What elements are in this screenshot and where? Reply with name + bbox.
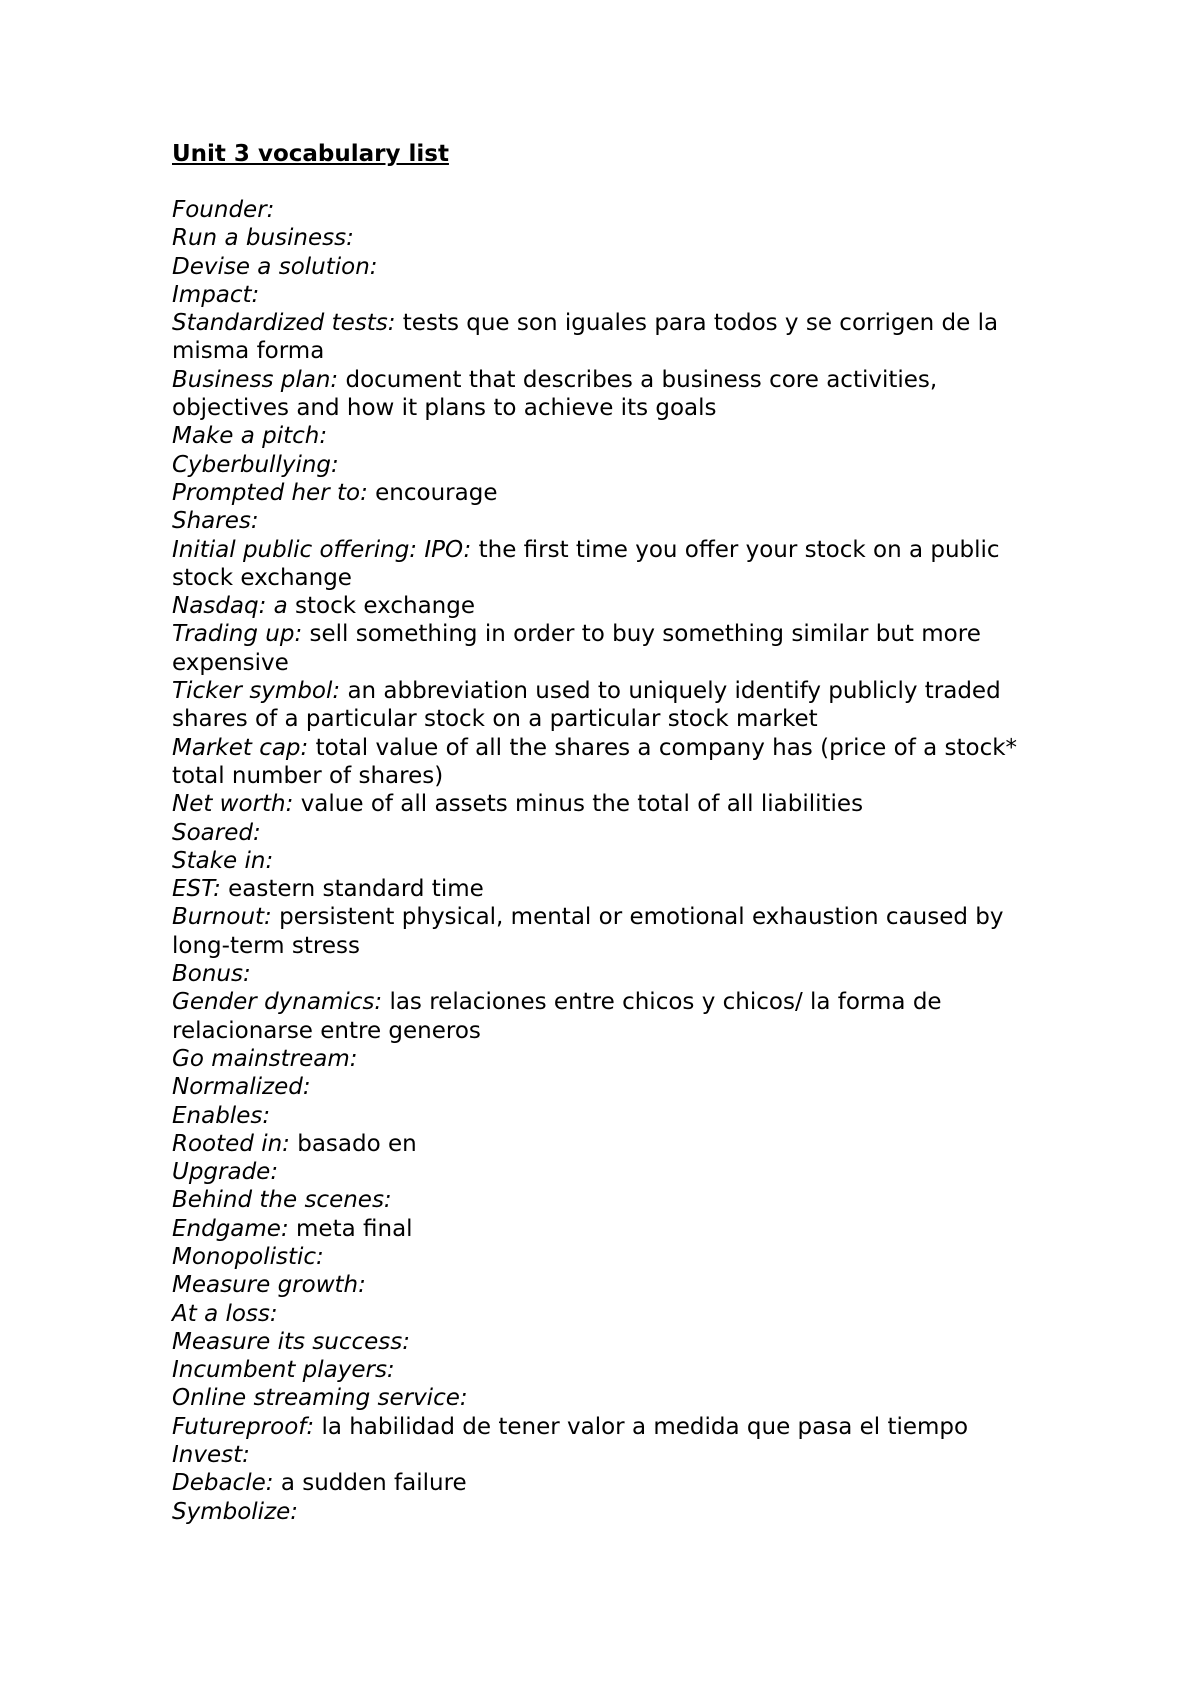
vocabulary-entry — [172, 677, 1052, 734]
vocabulary-entry — [172, 1413, 1052, 1441]
vocabulary-term: Endgame: — [172, 1215, 289, 1242]
vocabulary-term: Go mainstream: — [172, 1045, 358, 1072]
vocabulary-entry — [172, 903, 1052, 960]
vocabulary-entry — [172, 988, 1052, 1045]
vocabulary-entry — [172, 875, 1052, 903]
vocabulary-term: Cyberbullying: — [172, 451, 339, 478]
vocabulary-term: Initial public offering: IPO: — [172, 536, 472, 563]
page-title: Unit 3 vocabulary list — [172, 141, 449, 167]
vocabulary-term: Trading up: — [172, 621, 303, 648]
vocabulary-entry — [172, 196, 1052, 224]
vocabulary-definition: persistent physical, mental or emotional exhaustion caused by long-term stress — [172, 904, 1004, 959]
vocabulary-entry — [172, 1300, 1052, 1328]
vocabulary-entry — [172, 309, 1052, 366]
vocabulary-term: Futureproof: — [172, 1413, 315, 1440]
vocabulary-term: Rooted in: — [172, 1130, 290, 1157]
vocabulary-definition: an abbreviation used to uniquely identify publicly traded shares of a particular stock on a particular stock market — [172, 678, 1001, 733]
vocabulary-entry — [172, 507, 1052, 535]
vocabulary-definition: total value of all the shares a company has (price of a stock* total number of shares) — [172, 734, 1018, 789]
vocabulary-entry — [172, 1243, 1052, 1271]
vocabulary-entry — [172, 790, 1052, 818]
vocabulary-term: Shares: — [172, 508, 259, 535]
vocabulary-term: Prompted her to: — [172, 479, 368, 506]
vocabulary-term: Bonus: — [172, 961, 251, 988]
vocabulary-term: Net worth: — [172, 791, 294, 818]
vocabulary-entry — [172, 422, 1052, 450]
vocabulary-definition: encourage — [375, 479, 498, 506]
vocabulary-entry — [172, 1073, 1052, 1101]
vocabulary-entry — [172, 1384, 1052, 1412]
vocabulary-entry — [172, 1102, 1052, 1130]
vocabulary-term: Normalized: — [172, 1074, 311, 1101]
vocabulary-entry — [172, 1045, 1052, 1073]
vocabulary-term: Online streaming service: — [172, 1385, 468, 1412]
vocabulary-term: Incumbent players: — [172, 1357, 395, 1384]
vocabulary-definition: tests que son iguales para todos y se corrigen de la misma forma — [172, 310, 999, 365]
vocabulary-term: Measure its success: — [172, 1328, 410, 1355]
vocabulary-term: Debacle: — [172, 1470, 274, 1497]
vocabulary-entry — [172, 1498, 1052, 1526]
vocabulary-definition: sell something in order to buy something similar but more expensive — [172, 621, 981, 676]
vocabulary-definition: document that describes a business core activities, objectives and how it plans to achieve its goals — [172, 366, 938, 422]
vocabulary-term: Monopolistic: — [172, 1243, 324, 1270]
vocabulary-definition: stock exchange — [295, 593, 475, 620]
vocabulary-entry — [172, 620, 1052, 677]
document-page — [172, 140, 1052, 1526]
vocabulary-term: Invest: — [172, 1442, 250, 1469]
vocabulary-term: Make a pitch: — [172, 423, 328, 450]
vocabulary-entry — [172, 847, 1052, 875]
vocabulary-definition: eastern standard time — [228, 876, 484, 903]
vocabulary-term: Market cap: — [172, 734, 309, 761]
vocabulary-entry — [172, 1130, 1052, 1158]
vocabulary-term: Standardized tests: — [172, 310, 396, 337]
vocabulary-entry — [172, 1186, 1052, 1214]
vocabulary-entry — [172, 1158, 1052, 1186]
vocabulary-term: Nasdaq: a — [172, 593, 288, 620]
vocabulary-term: Ticker symbol: — [172, 678, 341, 705]
vocabulary-list — [172, 196, 1052, 1526]
vocabulary-entry — [172, 1271, 1052, 1299]
vocabulary-entry — [172, 253, 1052, 281]
vocabulary-entry — [172, 819, 1052, 847]
vocabulary-entry — [172, 1469, 1052, 1497]
vocabulary-term: Stake in: — [172, 847, 274, 874]
vocabulary-term: Behind the scenes: — [172, 1187, 392, 1214]
vocabulary-term: At a loss: — [172, 1300, 278, 1327]
vocabulary-term: Gender dynamics: — [172, 989, 383, 1016]
vocabulary-term: Upgrade: — [172, 1159, 279, 1186]
vocabulary-entry — [172, 536, 1052, 593]
vocabulary-definition: meta final — [296, 1215, 413, 1242]
vocabulary-definition: basado en — [297, 1130, 417, 1157]
vocabulary-entry — [172, 1328, 1052, 1356]
vocabulary-definition: las relaciones entre chicos y chicos/ la forma de relacionarse entre generos — [172, 989, 942, 1044]
vocabulary-term: Measure growth: — [172, 1272, 366, 1299]
vocabulary-entry — [172, 224, 1052, 252]
vocabulary-term: Symbolize: — [172, 1498, 299, 1525]
vocabulary-term: Devise a solution: — [172, 253, 378, 280]
vocabulary-entry — [172, 734, 1052, 791]
vocabulary-entry — [172, 1356, 1052, 1384]
vocabulary-definition: the first time you offer your stock on a public stock exchange — [172, 536, 1000, 591]
vocabulary-term: Burnout: — [172, 904, 272, 931]
vocabulary-entry — [172, 366, 1052, 423]
vocabulary-entry — [172, 1215, 1052, 1243]
vocabulary-term: Run a business: — [172, 225, 354, 252]
vocabulary-entry — [172, 451, 1052, 479]
vocabulary-term: Impact: — [172, 281, 260, 308]
vocabulary-entry — [172, 1441, 1052, 1469]
vocabulary-definition: la habilidad de tener valor a medida que pasa el tiempo — [321, 1413, 969, 1440]
vocabulary-entry — [172, 281, 1052, 309]
vocabulary-term: Enables: — [172, 1102, 271, 1129]
vocabulary-term: Business plan: — [172, 366, 339, 393]
vocabulary-definition: value of all assets minus the total of all liabilities — [300, 791, 864, 818]
vocabulary-definition: a sudden failure — [280, 1470, 467, 1497]
vocabulary-entry — [172, 592, 1052, 620]
vocabulary-entry — [172, 479, 1052, 507]
vocabulary-entry — [172, 960, 1052, 988]
vocabulary-term: Soared: — [172, 819, 261, 846]
vocabulary-term: Founder: — [172, 197, 275, 223]
vocabulary-term: EST: — [172, 876, 221, 903]
